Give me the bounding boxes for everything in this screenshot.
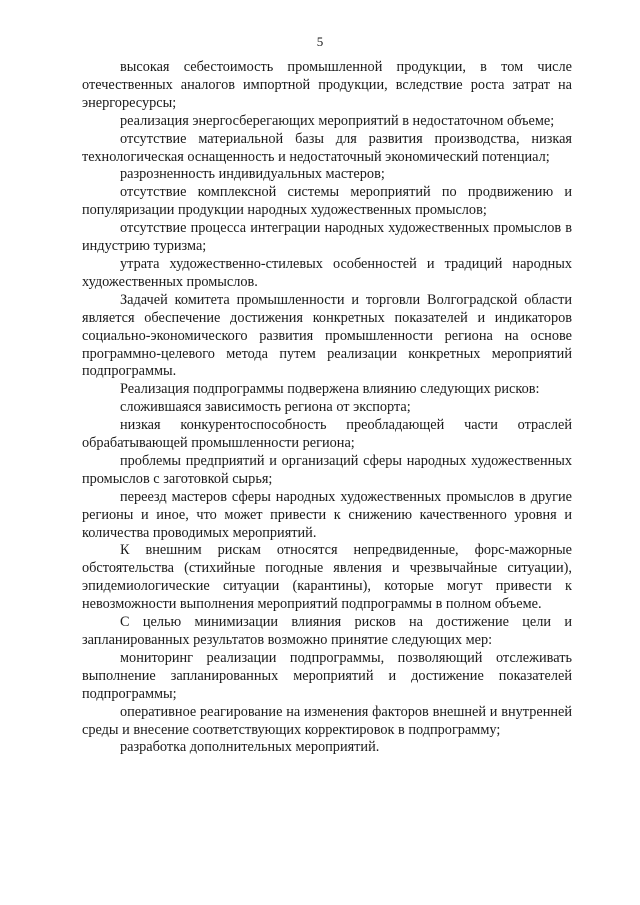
paragraph-18: разработка дополнительных мероприятий. <box>120 739 380 756</box>
paragraph-4: разрозненность индивидуальных мастеров; <box>120 166 385 183</box>
paragraph-14: К внешним рискам относятся непредвиденные, форс-мажорные обстоятельства (стихийные погодные явления и чрезвычайные ситуации), эпидемиологические ситуации (карантины), которые могут привести к невозможности выполнения мероприятий подпрограммы в полном объеме. <box>82 542 572 613</box>
paragraph-17: оперативное реагирование на изменения факторов внешней и внутренней среды и внесение соответствующих корректировок в подпрограмму; <box>82 703 572 738</box>
paragraph-13: переезд мастеров сферы народных художественных промыслов в другие регионы и иное, что может привести к снижению качественного уровня и количества проводимых мероприятий. <box>82 488 572 541</box>
paragraph-6: отсутствие процесса интеграции народных художественных промыслов в индустрию туризма; <box>82 220 572 255</box>
document-body <box>82 59 572 757</box>
paragraph-8: Задачей комитета промышленности и торговли Волгоградской области является обеспечение достижения конкретных показателей и индикаторов социально-экономического развития промышленности региона на основе программно-целевого метода путем реализации конкретных мероприятий подпрограммы. <box>82 291 572 380</box>
paragraph-16: мониторинг реализации подпрограммы, позволяющий отслеживать выполнение запланированных мероприятий и достижение показателей подпрограммы; <box>82 649 572 702</box>
paragraph-7: утрата художественно-стилевых особенностей и традиций народных художественных промыслов. <box>82 255 572 290</box>
page-number: 5 <box>316 34 324 49</box>
paragraph-10: сложившаяся зависимость региона от экспорта; <box>120 399 411 416</box>
paragraph-15: С целью минимизации влияния рисков на достижение цели и запланированных результатов возможно принятие следующих мер: <box>82 614 572 648</box>
paragraph-1: высокая себестоимость промышленной продукции, в том числе отечественных аналогов импортной продукции, вследствие роста затрат на энергоресурсы; <box>82 59 572 111</box>
paragraph-3: отсутствие материальной базы для развития производства, низкая технологическая оснащенность и недостаточный экономический потенциал; <box>82 130 572 165</box>
paragraph-12: проблемы предприятий и организаций сферы народных художественных промыслов с заготовкой сырья; <box>82 452 572 487</box>
paragraph-9: Реализация подпрограммы подвержена влиянию следующих рисков: <box>120 381 540 398</box>
paragraph-5: отсутствие комплексной системы мероприятий по продвижению и популяризации продукции народных художественных промыслов; <box>82 184 572 219</box>
paragraph-2: реализация энергосберегающих мероприятий в недостаточном объеме; <box>120 112 555 129</box>
paragraph-11: низкая конкурентоспособность преобладающей части отраслей обрабатывающей промышленности региона; <box>82 417 572 452</box>
